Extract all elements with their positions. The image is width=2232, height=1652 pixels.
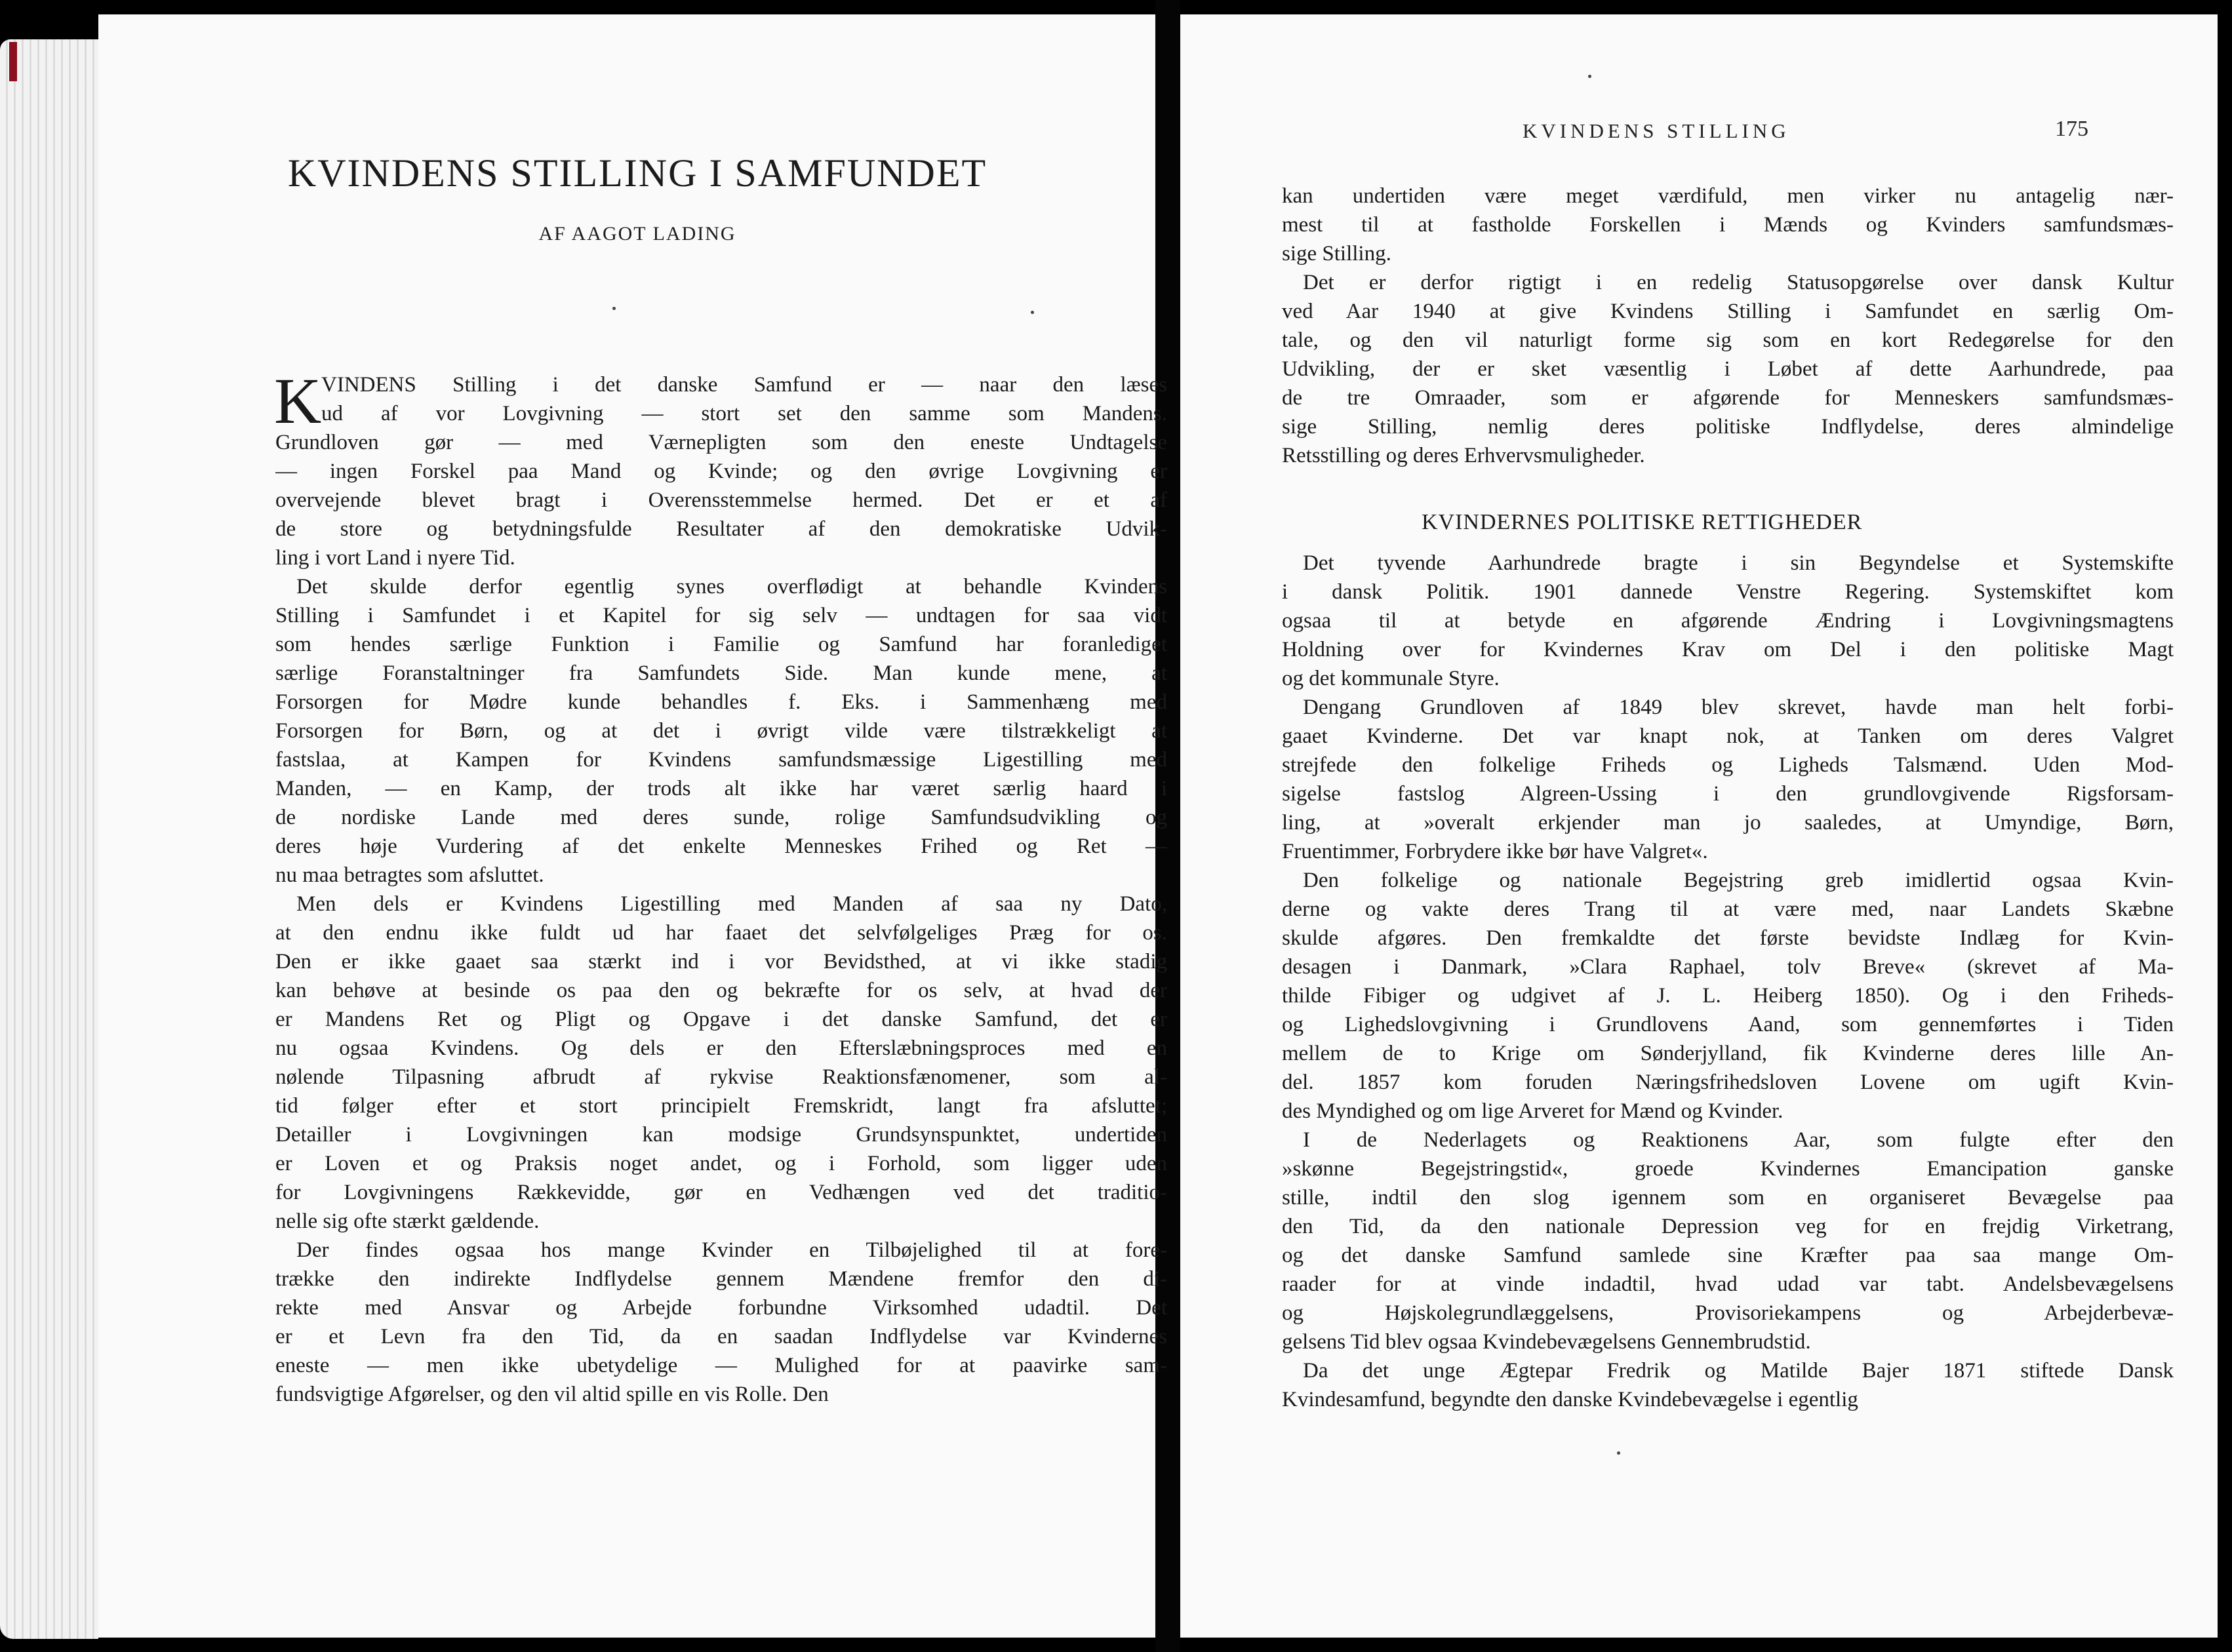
text-line: Retsstilling og deres Erhvervsmuligheder. [1282, 444, 1645, 467]
text-line: VINDENS Stilling i det danske Samfund er — naar den læses [321, 373, 1167, 397]
text-line: de nordiske Lande med deres sunde, rolige Samfundsudvikling og [275, 806, 1167, 829]
text-line: i dansk Politik. 1901 dannede Venstre Regering. Systemskiftet kom [1282, 580, 2174, 604]
text-line: særlige Foranstaltninger fra Samfundets Side. Man kunde mene, at [275, 661, 1167, 685]
text-line: sige Stilling. [1282, 242, 1391, 266]
text-line: den Tid, da den nationale Depression veg for en frejdig Virketrang, [1282, 1215, 2174, 1238]
text-line: rekte med Ansvar og Arbejde forbundne Virksomhed udadtil. Det [275, 1296, 1167, 1320]
text-line: ling, at »overalt erkjender man jo saaledes, at Umyndige, Børn, [1282, 811, 2174, 835]
text-line: fastslaa, at Kampen for Kvindens samfundsmæssige Ligestilling med [275, 748, 1167, 772]
text-line: tale, og den vil naturligt forme sig som en kort Redegørelse for den [1282, 328, 2174, 352]
text-line: Dengang Grundloven af 1849 blev skrevet, havde man helt forbi- [1303, 696, 2174, 719]
text-line: ved Aar 1940 at give Kvindens Stilling i Samfundet en særlig Om- [1282, 300, 2174, 323]
text-line: nelle sig ofte stærkt gældende. [275, 1210, 540, 1233]
text-line: de store og betydningsfulde Resultater af den demokratiske Udvik- [275, 517, 1167, 541]
text-line: Det er derfor rigtigt i en redelig Statusopgørelse over dansk Kultur [1303, 271, 2174, 294]
print-speck [1588, 75, 1591, 78]
text-line: des Myndighed og om lige Arveret for Mænd og Kvinder. [1282, 1099, 1784, 1123]
text-line: Fruentimmer, Forbrydere ikke bør have Valgret«. [1282, 840, 1708, 863]
text-line: ling i vort Land i nyere Tid. [275, 546, 515, 570]
text-line: derne og vakte deres Trang til at være med, naar Landets Skæbne [1282, 897, 2174, 921]
text-line: Forsorgen for Mødre kunde behandles f. Eks. i Sammenhæng med [275, 690, 1167, 714]
text-line: nu ogsaa Kvindens. Og dels er den Efterslæbningsproces med en [275, 1036, 1167, 1060]
text-line: »skønne Begejstringstid«, groede Kvindernes Emancipation ganske [1282, 1157, 2174, 1181]
text-line: I de Nederlagets og Reaktionens Aar, som fulgte efter den [1303, 1128, 2174, 1152]
text-line: Den folkelige og nationale Begejstring greb imidlertid ogsaa Kvin- [1303, 869, 2174, 892]
text-line: — ingen Forskel paa Mand og Kvinde; og den øvrige Lovgivning er [275, 460, 1167, 483]
section-heading: KVINDERNES POLITISKE RETTIGHEDER [1422, 510, 1863, 534]
text-line: at den endnu ikke fuldt ud har faaet det selvfølgeliges Præg for os. [275, 921, 1167, 945]
text-line: sigelse fastslog Algreen-Ussing i den grundlovgivende Rigsforsam- [1282, 782, 2174, 806]
text-line: er Mandens Ret og Pligt og Opgave i det danske Samfund, det er [275, 1008, 1167, 1031]
text-line: gelsens Tid blev ogsaa Kvindebevægelsens Gennembrudstid. [1282, 1330, 1811, 1354]
print-speck [1617, 1451, 1620, 1455]
text-line: Detailler i Lovgivningen kan modsige Grundsynspunktet, undertiden [275, 1123, 1167, 1147]
text-line: Holdning over for Kvindernes Krav om Del i den politiske Magt [1282, 638, 2174, 661]
text-line: skulde afgøres. Den fremkaldte det første bevidste Indlæg for Kvin- [1282, 926, 2174, 950]
text-line: Kvindesamfund, begyndte den danske Kvindebevægelse i egentlig [1282, 1388, 1858, 1411]
text-line: og Lighedslovgivning i Grundlovens Aand, som gennemførtes i Tiden [1282, 1013, 2174, 1036]
text-line: de tre Omraader, som er afgørende for Menneskers samfundsmæs- [1282, 386, 2174, 410]
text-line: sige Stilling, nemlig deres politiske Indflydelse, deres almindelige [1282, 415, 2174, 439]
text-line: Stilling i Samfundet i et Kapitel for sig selv — undtagen for saa vidt [275, 604, 1167, 627]
text-line: trække den indirekte Indflydelse gennem Mændene fremfor den di- [275, 1267, 1167, 1291]
author-byline: AF AAGOT LADING [538, 223, 736, 245]
text-line: er et Levn fra den Tid, da en saadan Indflydelse var Kvindernes [275, 1325, 1167, 1348]
text-line: er Loven et og Praksis noget andet, og i Forhold, som ligger uden [275, 1152, 1167, 1175]
print-speck [612, 307, 616, 310]
text-line: kan behøve at besinde os paa den og bekræfte for os selv, at hvad der [275, 979, 1167, 1002]
text-line: for Lovgivningens Rækkevidde, gør en Vedhængen ved det traditio- [275, 1181, 1167, 1204]
text-line: ud af vor Lovgivning — stort set den samme som Mandens. [321, 402, 1167, 425]
text-line: Der findes ogsaa hos mange Kvinder en Tilbøjelighed til at fore- [296, 1238, 1167, 1262]
text-line: del. 1857 kom foruden Næringsfrihedsloven Lovene om ugift Kvin- [1282, 1071, 2174, 1094]
text-line: mest til at fastholde Forskellen i Mænds og Kvinders samfundsmæs- [1282, 213, 2174, 237]
text-line: Da det unge Ægtepar Fredrik og Matilde Bajer 1871 stiftede Dansk [1303, 1359, 2174, 1383]
text-line: Den er ikke gaaet saa stærkt ind i vor Bevidsthed, at vi ikke stadig [275, 950, 1167, 974]
text-line: mellem de to Krige om Sønderjylland, fik Kvinderne deres lille An- [1282, 1042, 2174, 1065]
bookmark-ribbon [9, 42, 17, 81]
print-speck [1031, 311, 1034, 314]
text-line: fundsvigtige Afgørelser, og den vil altid spille en vis Rolle. Den [275, 1383, 829, 1406]
text-line: Udvikling, der er sket væsentlig i Løbet af dette Aarhundrede, paa [1282, 357, 2174, 381]
text-line: og det kommunale Styre. [1282, 667, 1500, 690]
text-line: deres høje Vurdering af det enkelte Menneskes Frihed og Ret — [275, 835, 1167, 858]
text-line: og Højskolegrundlæggelsens, Provisoriekampens og Arbejderbevæ- [1282, 1301, 2174, 1325]
drop-cap: K [274, 364, 322, 437]
text-line: og det danske Samfund samlede sine Kræfter paa saa mange Om- [1282, 1244, 2174, 1267]
running-head: KVINDENS STILLING [1523, 119, 1790, 142]
text-line: ogsaa til at betyde en afgørende Ændring i Lovgivningsmagtens [1282, 609, 2174, 633]
page-edges [0, 39, 98, 1639]
page-number: 175 [2055, 117, 2088, 141]
text-line: tid følger efter et stort principielt Fremskridt, langt fra afsluttet; [275, 1094, 1167, 1118]
text-line: thilde Fibiger og udgivet af J. L. Heiberg 1850). Og i den Friheds- [1282, 984, 2174, 1008]
text-line: kan undertiden være meget værdifuld, men virker nu antagelig nær- [1282, 184, 2174, 208]
text-line: Det skulde derfor egentlig synes overflødigt at behandle Kvindens [296, 575, 1167, 599]
chapter-title: KVINDENS STILLING I SAMFUNDET [287, 151, 987, 195]
left-body-text [274, 364, 1167, 1409]
text-line: desagen i Danmark, »Clara Raphael, tolv Breve« (skrevet af Ma- [1282, 955, 2174, 979]
text-line: Forsorgen for Børn, og at det i øvrigt vilde være tilstrækkeligt at [275, 719, 1167, 743]
text-line: Det tyvende Aarhundrede bragte i sin Begyndelse et Systemskifte [1303, 551, 2174, 575]
text-line: nølende Tilpasning afbrudt af rykvise Reaktionsfænomener, som al- [275, 1065, 1167, 1089]
text-line: eneste — men ikke ubetydelige — Mulighed for at paavirke sam- [275, 1354, 1167, 1377]
text-line: raader for at vinde indadtil, hvad udad var tabt. Andelsbevægelsens [1282, 1272, 2174, 1296]
text-line: Manden, — en Kamp, der trods alt ikke har været særlig haard i [275, 777, 1167, 800]
text-line: overvejende blevet bragt i Overensstemmelse hermed. Det er et af [275, 488, 1167, 512]
text-line: gaaet Kvinderne. Det var knapt nok, at Tanken om deres Valgret [1282, 724, 2174, 748]
right-body-text-top [1282, 182, 2174, 470]
text-line: Grundloven gør — med Værnepligten som den eneste Undtagelse [275, 431, 1167, 454]
text-line: strejfede den folkelige Friheds og Ligheds Talsmænd. Uden Mod- [1282, 753, 2174, 777]
left-page [98, 14, 1167, 1638]
text-line: Men dels er Kvindens Ligestilling med Manden af saa ny Dato, [296, 892, 1167, 916]
right-body-text-bottom [1282, 549, 2174, 1414]
text-line: som hendes særlige Funktion i Familie og Samfund har foranlediget [275, 633, 1167, 656]
right-page [1180, 14, 2218, 1638]
text-line: nu maa betragtes som afsluttet. [275, 863, 544, 887]
text-line: stille, indtil den slog igennem som en organiseret Bevægelse paa [1282, 1186, 2174, 1210]
